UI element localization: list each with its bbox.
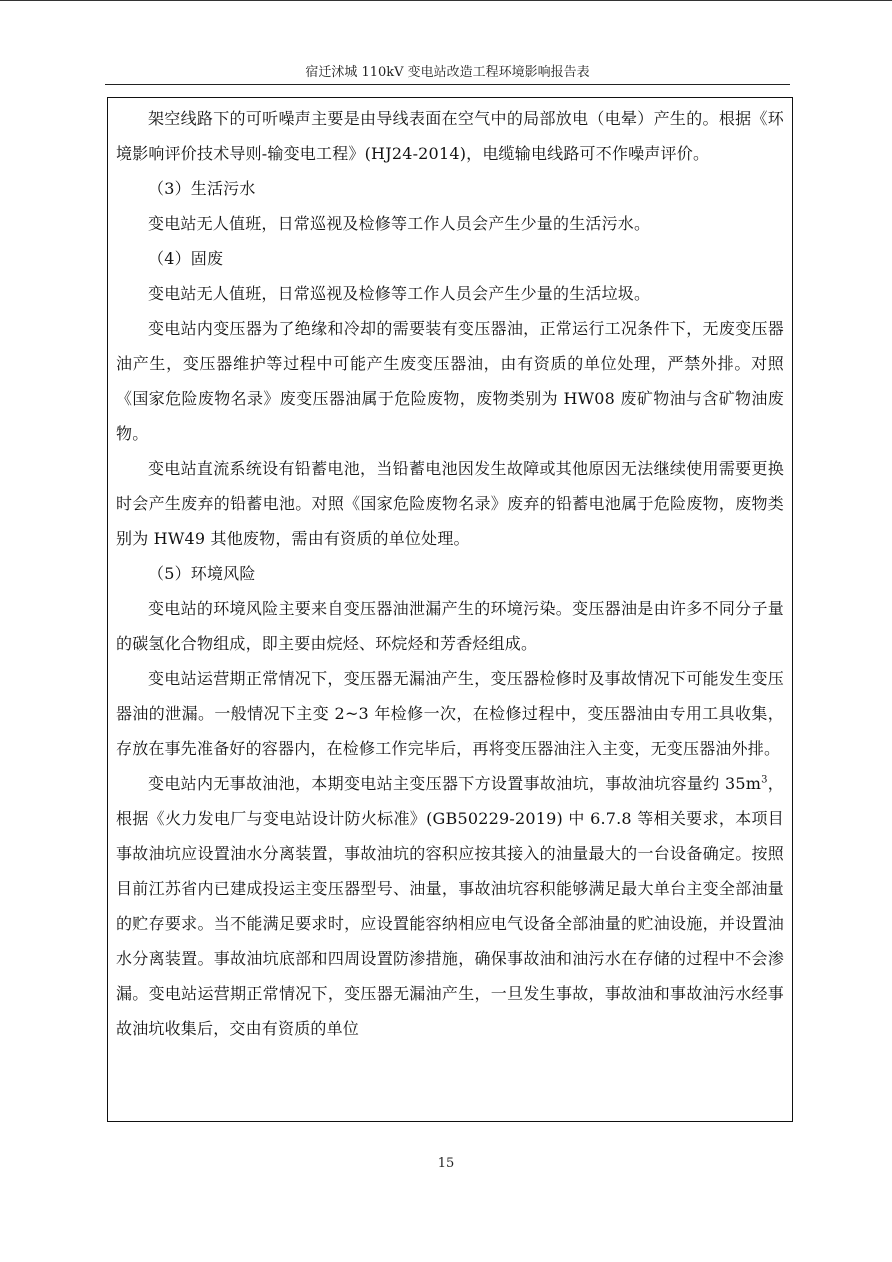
header-rule [105,84,790,85]
document-header: 宿迁沭城 110kV 变电站改造工程环境影响报告表 [305,65,590,80]
paragraph-lead-battery: 变电站直流系统设有铅蓄电池，当铅蓄电池因发生故障或其他原因无法继续使用需要更换时会产生废弃的铅蓄电池。对照《国家危险废物名录》废弃的铅蓄电池属于危险废物，废物类别为 HW49 其他废物，需由有资质的单位处理。 [116,459,784,548]
paragraph-accident-oil-pit [116,766,784,1046]
section-heading-environmental-risk: （5）环境风险 [148,564,256,583]
oil-pit-text-part1: 变电站内无事故油池，本期变电站主变压器下方设置事故油坑，事故油坑容量约 35m [148,774,762,793]
section-heading-sewage: （3）生活污水 [148,179,256,198]
paragraph-transformer-oil: 变电站内变压器为了绝缘和冷却的需要装有变压器油，正常运行工况条件下，无废变压器油产生，变压器维护等过程中可能产生废变压器油，由有资质的单位处理，严禁外排。对照《国家危险废物名录》废变压器油属于危险废物，废物类别为 HW08 废矿物油与含矿物油废物。 [116,319,784,443]
page-number: 15 [437,1156,455,1171]
paragraph-maintenance: 变电站运营期正常情况下，变压器无漏油产生，变压器检修时及事故情况下可能发生变压器油的泄漏。一般情况下主变 2~3 年检修一次，在检修过程中，变压器油由专用工具收集，存放在事先准备好的容器内，在检修工作完毕后，再将变压器油注入主变，无变压器油外排。 [116,669,784,758]
oil-pit-text-part2: ，根据《火力发电厂与变电站设计防火标准》(GB50229-2019) 中 6.7.8 等相关要求，本项目事故油坑应设置油水分离装置，事故油坑的容积应按其接入的油量最大的一台设备确定。按照目前江苏省内已建成投运主变压器型号、油量，事故油坑容积能够满足最大单台主变全部油量的贮存要求。当不能满足要求时，应设置能容纳相应电气设备全部油量的贮油设施，并设置油水分离装置。事故油坑底部和四周设置防渗措施，确保事故油和油污水在存储的过程中不会渗漏。变电站运营期正常情况下，变压器无漏油产生，一旦发生事故，事故油和事故油污水经事故油坑收集后，交由有资质的单位 [116,774,785,1038]
page-top-edge [0,0,892,1]
paragraph-risk-source: 变电站的环境风险主要来自变压器油泄漏产生的环境污染。变压器油是由许多不同分子量的碳氢化合物组成，即主要由烷烃、环烷烃和芳香烃组成。 [116,599,784,653]
content-frame [107,97,793,1122]
cubic-superscript: 3 [761,774,768,786]
paragraph-sewage: 变电站无人值班，日常巡视及检修等工作人员会产生少量的生活污水。 [148,214,651,233]
section-heading-solid-waste: （4）固废 [148,249,224,268]
paragraph-noise: 架空线路下的可听噪声主要是由导线表面在空气中的局部放电（电晕）产生的。根据《环境影响评价技术导则-输变电工程》(HJ24-2014)，电缆输电线路可不作噪声评价。 [116,109,784,163]
paragraph-garbage: 变电站无人值班，日常巡视及检修等工作人员会产生少量的生活垃圾。 [148,284,651,303]
